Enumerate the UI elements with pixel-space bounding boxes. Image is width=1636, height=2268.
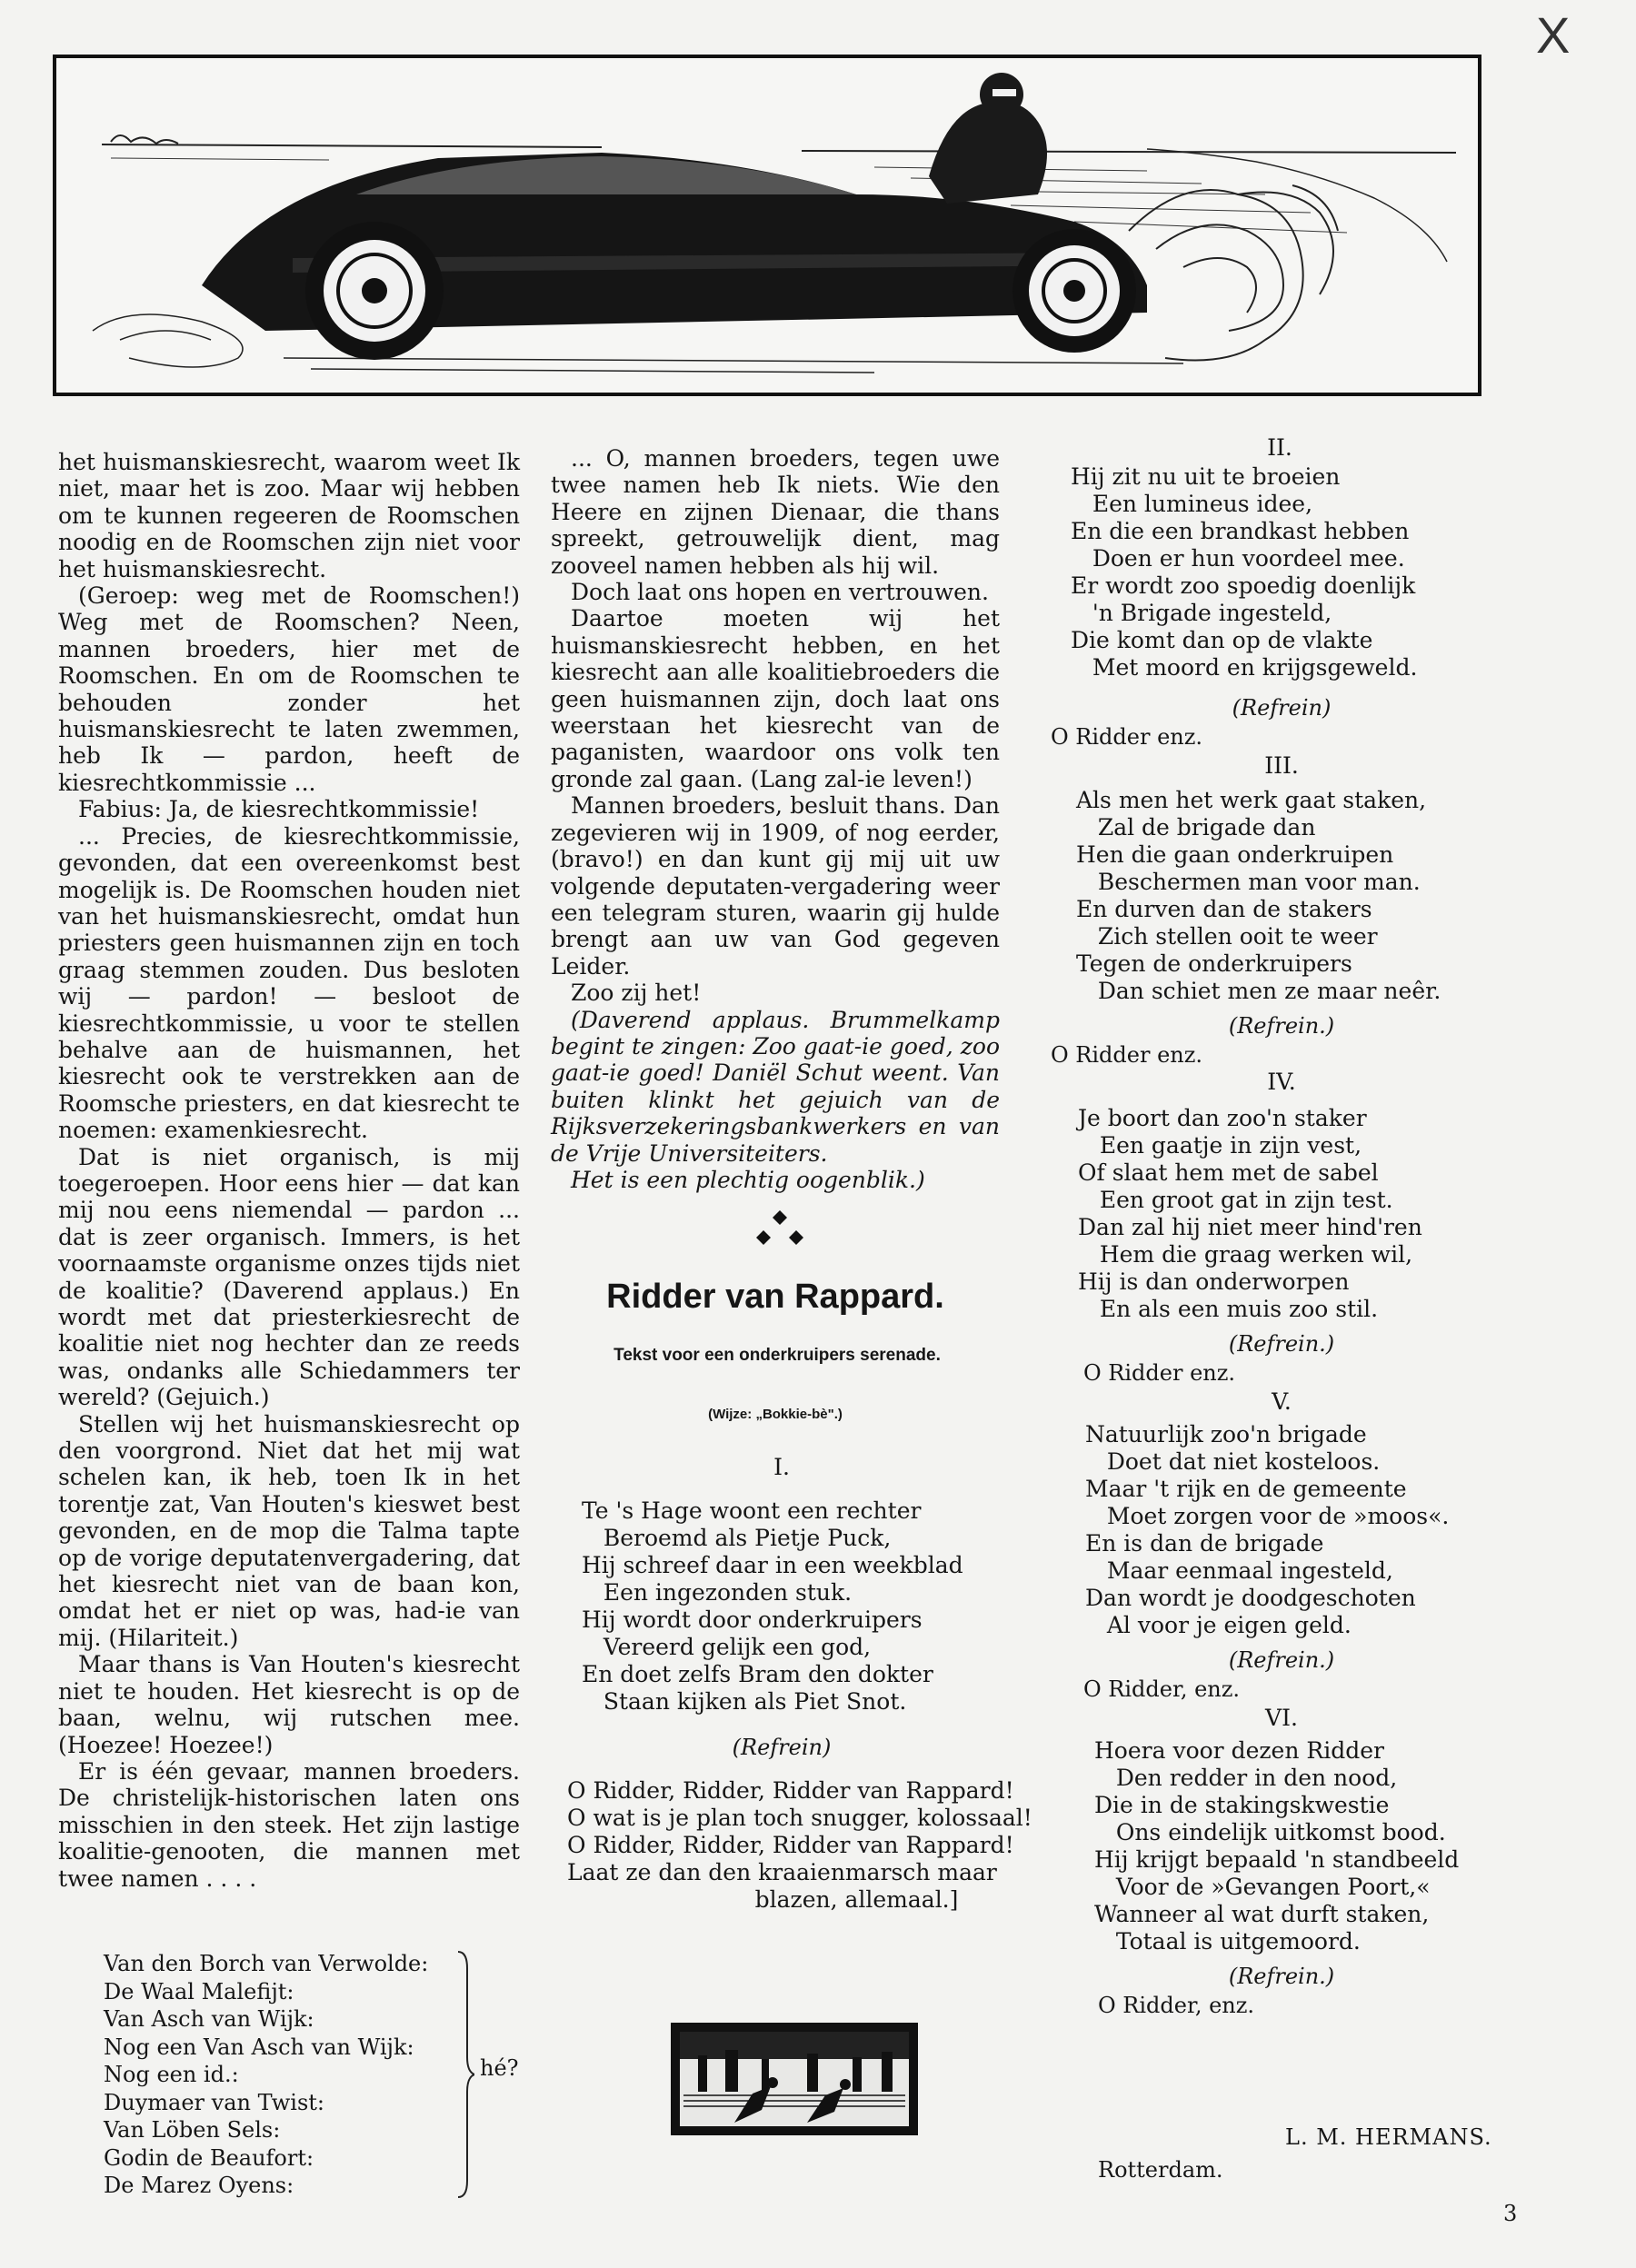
paragraph: Daartoe moeten wij het huismanskiesrecht hebben, en het kiesrecht aan alle koalitiebroeders die geen huismannen zijn, doch laat ons weerstaan het kiesrecht van de paganisten, waardoor ons volk ten gronde zal gaan. (Lang zal-ie leven!)	[551, 605, 1000, 792]
verse-line: Natuurlijk zoo'n brigade	[1085, 1421, 1367, 1447]
name-entry: Van Asch van Wijk:	[104, 2006, 314, 2032]
column-1-prose	[58, 449, 520, 1892]
refrein-line: O Ridder, Ridder, Ridder van Rappard!	[567, 1777, 1014, 1804]
verse-line: En die een brandkast hebben	[1071, 518, 1410, 544]
verse-line: Hij schreef daar in een weekblad	[582, 1552, 963, 1578]
verse-lines	[1085, 1421, 1518, 1639]
verse-line: Doen er hun voordeel mee.	[1071, 545, 1405, 572]
paragraph: Fabius: Ja, de kiesrechtkommissie!	[78, 796, 480, 823]
verse-line: Hen die gaan onderkruipen	[1076, 841, 1394, 868]
verse-line: Wanneer al wat durft staken,	[1094, 1901, 1430, 1927]
author-signature: L. M. HERMANS.	[1285, 2124, 1492, 2150]
verse-line: Hij krijgt bepaald 'n standbeeld	[1094, 1846, 1460, 1873]
skater-woodcut	[671, 2023, 918, 2135]
verse-line: Die komt dan op de vlakte	[1071, 627, 1373, 653]
name-entry: Nog een id.:	[104, 2062, 239, 2087]
refrain-ref: O Ridder enz.	[1083, 1360, 1236, 1386]
verse-line: Hem die graag werken wil,	[1078, 1241, 1413, 1268]
verse-one	[567, 1454, 1032, 1914]
refrein-label: (Refrein.)	[1228, 1013, 1335, 1039]
column-3-verses	[1045, 434, 1518, 2019]
verse-line: Hij wordt door onderkruipers	[582, 1606, 923, 1633]
verse-line: Dan zal hij niet meer hind'ren	[1078, 1214, 1422, 1240]
verse-line: Hij is dan onderworpen	[1078, 1268, 1350, 1295]
refrein-label: (Refrein)	[1232, 695, 1332, 721]
paragraph: ... Precies, de kiesrechtkommissie, gevonden, dat een overeenkomst best mogelijk is. De Roomschen houden niet van het huismanskiesrecht, omdat hun priesters geen huismannen zijn en toch graag stemmen zouden. Dus besloten wij — pardon! — besloot de kiesrechtkommissie, u voor te stellen behalve aan de huismannen, het kiesrecht ook te verstrekken aan de Roomsche priesters, en dat kiesrecht te noemen: examenkiesrecht.	[58, 822, 520, 1144]
city-line: Rotterdam.	[1098, 2157, 1223, 2183]
song-subtitle: Tekst voor een onderkruipers serenade.	[614, 1346, 941, 1365]
verse-line: Te 's Hage woont een rechter	[582, 1497, 922, 1524]
verse-line: En is dan de brigade	[1085, 1530, 1324, 1557]
paragraph: Maar thans is Van Houten's kiesrecht niet te houden. Het kiesrecht is op de baan, welnu, wij rutschen mee. (Hoezee! Hoezee!)	[58, 1651, 520, 1758]
verse-line: Hij zit nu uit te broeien	[1071, 463, 1341, 490]
verse-line: Een ingezonden stuk.	[582, 1579, 853, 1606]
corner-pencil-mark: X	[1536, 6, 1571, 64]
verse-lines	[582, 1497, 982, 1716]
page-number: 3	[1503, 2201, 1518, 2226]
verse-numeral: III.	[1264, 752, 1299, 779]
paragraph: Stellen wij het huismanskiesrecht op den voorgrond. Niet dat het mij wat schelen kan, ik heb, toen Ik in het torentje zat, Van Houten's kieswet best gevonden, en de mop die Talma tapte op de vorige deputatenvergadering, dat het kiesrecht niet van de baan kon, omdat het er niet op was, had-ie van mij. (Hilariteit.)	[58, 1410, 520, 1651]
name-entry: De Waal Malefijt:	[104, 1978, 294, 2004]
verse-line: Een groot gat in zijn test.	[1078, 1187, 1393, 1213]
verse-line: 'n Brigade ingesteld,	[1071, 600, 1332, 626]
refrein-label: (Refrein)	[732, 1735, 832, 1760]
verse-line: Als men het werk gaat staken,	[1076, 787, 1427, 813]
verse-line: Zal de brigade dan	[1076, 814, 1316, 841]
verse-line: Je boort dan zoo'n staker	[1078, 1105, 1367, 1131]
paragraph: Er is één gevaar, mannen broeders. De christelijk-historischen laten ons misschien in den steek. Het zijn lastige koalitie-genooten, die mannen met twee namen . . . .	[58, 1757, 520, 1892]
verse-line: Den redder in den nood,	[1094, 1765, 1398, 1791]
refrain-ref: O Ridder, enz.	[1083, 1676, 1241, 1702]
verse-line: Maar eenmaal ingesteld,	[1085, 1557, 1393, 1584]
verse-line: Ons eindelijk uitkomst bood.	[1094, 1819, 1446, 1845]
refrein-line: Laat ze dan den kraaienmarsch maar	[567, 1859, 997, 1885]
racing-car-illustration	[53, 55, 1481, 396]
diamond-ornament	[753, 1209, 807, 1254]
names-aside: hé?	[480, 2055, 519, 2081]
verse-line: Dan wordt je doodgeschoten	[1085, 1585, 1416, 1611]
verse-line: Staan kijken als Piet Snot.	[582, 1688, 907, 1715]
verse-line: Doet dat niet kosteloos.	[1085, 1448, 1381, 1475]
paragraph: Mannen broeders, besluit thans. Dan zegevieren wij in 1909, of nog eerder, (bravo!) en dan kunt gij mij uit uw volgende deputaten-vergadering weer een telegram sturen, waarin gij hulde brengt aan uw van God gegeven Leider.	[551, 792, 1000, 980]
name-entry: Nog een Van Asch van Wijk:	[104, 2034, 414, 2060]
refrain-ref: O Ridder enz.	[1051, 1042, 1203, 1068]
refrain-ref: O Ridder, enz.	[1098, 1993, 1255, 2018]
name-entry: Van den Borch van Verwolde:	[104, 1951, 429, 1976]
verse-line: Zich stellen ooit te weer	[1076, 923, 1378, 950]
paragraph: Zoo zij het!	[571, 980, 702, 1007]
verse-line: Voor de »Gevangen Poort,«	[1094, 1874, 1431, 1900]
paragraph: (Geroep: weg met de Roomschen!) Weg met de Roomschen? Neen, mannen broeders, hier met de Roomschen. En om de Roomschen te behouden zonder het huismanskiesrecht te laten zwemmen, heb Ik — pardon, heeft de kiesrechtkommissie ...	[58, 582, 520, 796]
stage-direction: Het is een plechtig oogenblik.)	[571, 1166, 925, 1193]
name-entry: Duymaer van Twist:	[104, 2089, 324, 2115]
verse-line: Beroemd als Pietje Puck,	[582, 1525, 892, 1551]
verse-line: En durven dan de stakers	[1076, 896, 1372, 922]
song-tune: (Wijze: „Bokkie-bè".)	[708, 1407, 843, 1422]
name-entry: De Marez Oyens:	[104, 2173, 294, 2198]
verse-line: Hoera voor dezen Ridder	[1094, 1737, 1384, 1764]
verse-line: Een lumineus idee,	[1071, 491, 1313, 517]
refrein-lines	[567, 1777, 1032, 1914]
refrain-ref: O Ridder enz.	[1051, 724, 1203, 750]
verse-line: Of slaat hem met de sabel	[1078, 1159, 1379, 1186]
paragraph: het huismanskiesrecht, waarom weet Ik niet, maar het is zoo. Maar wij hebben om te kunnen regeeren de Roomschen noodig en de Roomschen zijn niet voor het huismanskiesrecht.	[58, 449, 520, 582]
verse-line: Tegen de onderkruipers	[1076, 950, 1352, 977]
verse-line: Beschermen man voor man.	[1076, 869, 1421, 895]
paragraph: Doch laat ons hopen en vertrouwen.	[571, 579, 989, 606]
verse-lines	[1071, 463, 1518, 681]
verse-line: Totaal is uitgemoord.	[1094, 1928, 1361, 1955]
name-entry: Godin de Beaufort:	[104, 2144, 314, 2171]
verse-numeral: II.	[1267, 434, 1292, 461]
refrein-line: blazen, allemaal.]	[567, 1886, 959, 1913]
verse-line: Vereerd gelijk een god,	[582, 1634, 872, 1660]
column-2-prose	[551, 445, 1000, 1193]
paragraph: ... O, mannen broeders, tegen uwe twee namen heb Ik niets. Wie den Heere en zijnen Dienaar, die thans spreekt, getrouwelijk dient, mag zooveel namen hebben als hij wil.	[551, 445, 1000, 579]
verse-line: Die in de stakingskwestie	[1094, 1792, 1390, 1818]
verse-line: Er wordt zoo spoedig doenlijk	[1071, 572, 1416, 599]
verse-numeral: VI.	[1265, 1705, 1298, 1731]
verse-line: Met moord en krijgsgeweld.	[1071, 654, 1418, 681]
refrein-label: (Refrein.)	[1228, 1964, 1335, 1989]
refrein-line: O wat is je plan toch snugger, kolossaal!	[567, 1805, 1032, 1831]
song-title: Ridder van Rappard.	[606, 1278, 944, 1316]
refrein-label: (Refrein.)	[1228, 1647, 1335, 1673]
refrein-line: O Ridder, Ridder, Ridder van Rappard!	[567, 1832, 1014, 1858]
verse-line: Dan schiet men ze maar neêr.	[1076, 978, 1441, 1004]
verse-line: Al voor je eigen geld.	[1085, 1612, 1352, 1638]
verse-lines	[1078, 1105, 1518, 1323]
verse-line: Een gaatje in zijn vest,	[1078, 1132, 1362, 1159]
name-entry: Van Löben Sels:	[104, 2117, 281, 2143]
curly-brace	[456, 1950, 474, 2199]
verse-line: En als een muis zoo stil.	[1078, 1296, 1379, 1322]
verse-numeral: IV.	[1267, 1069, 1296, 1095]
stage-direction: (Daverend applaus. Brummelkamp begint te zingen: Zoo gaat-ie goed, zoo gaat-ie goed! Daniël Schut weent. Van buiten klinkt het gejuich van de Rijksverzekeringsbankwerkers en van de Vrije Universiteiters.	[551, 1006, 1000, 1167]
verse-numeral: I.	[773, 1454, 790, 1480]
verse-lines	[1076, 787, 1518, 1005]
refrein-label: (Refrein.)	[1228, 1331, 1335, 1357]
double-names-list	[104, 1950, 458, 2200]
verse-line: En doet zelfs Bram den dokter	[582, 1661, 933, 1687]
paragraph: Dat is niet organisch, is mij toegeroepen. Hoor eens hier — dat kan mij nou eens niemendal — pardon ... dat is zeer organisch. Immers, is het voornaamste organisme onzes tijds niet de koalitie? (Daverend applaus.) En wordt met dat priesterkiesrecht de koalitie niet nog hechter dan ze reeds was, ondanks alle Schiedammers ter wereld? (Gejuich.)	[58, 1143, 520, 1411]
verse-line: Moet zorgen voor de »moos«.	[1085, 1503, 1450, 1529]
verse-line: Maar 't rijk en de gemeente	[1085, 1476, 1407, 1502]
verse-lines	[1094, 1737, 1518, 1955]
verse-numeral: V.	[1272, 1388, 1292, 1415]
